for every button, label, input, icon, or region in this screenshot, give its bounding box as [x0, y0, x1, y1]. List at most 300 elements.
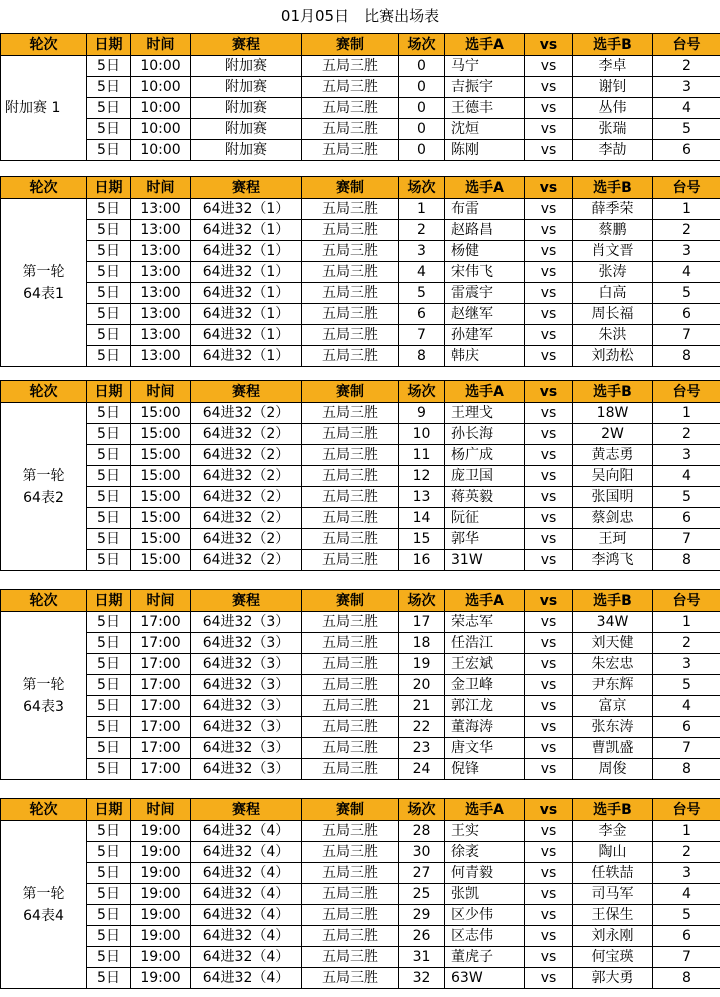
header-player-a: 选手A [445, 34, 525, 56]
cell-date: 5日 [87, 863, 131, 884]
round-label-line: 第一轮 [22, 676, 65, 693]
cell-player-b: 2W [573, 424, 653, 445]
cell-match: 31 [399, 947, 445, 968]
cell-table-no: 1 [653, 199, 720, 220]
cell-date: 5日 [87, 98, 131, 119]
cell-player-a: 赵路昌 [445, 220, 525, 241]
cell-match: 25 [399, 884, 445, 905]
cell-player-a: 郭江龙 [445, 696, 525, 717]
cell-match: 10 [399, 424, 445, 445]
cell-table-no: 2 [653, 842, 720, 863]
header-stage: 赛程 [191, 799, 302, 821]
cell-player-a: 徐袤 [445, 842, 525, 863]
cell-match: 29 [399, 905, 445, 926]
cell-vs: vs [525, 262, 573, 283]
table-row [1, 77, 720, 98]
table-row [1, 884, 720, 905]
cell-format: 五局三胜 [302, 738, 399, 759]
cell-player-b: 朱宏忠 [573, 654, 653, 675]
cell-player-a: 韩庆 [445, 346, 525, 367]
cell-stage: 64进32（4） [191, 884, 302, 905]
header-date: 日期 [87, 799, 131, 821]
cell-table-no: 6 [653, 140, 720, 161]
cell-stage: 64进32（3） [191, 633, 302, 654]
schedule-block [0, 798, 720, 989]
table-row [1, 220, 720, 241]
table-row [1, 140, 720, 161]
cell-match: 30 [399, 842, 445, 863]
cell-stage: 64进32（3） [191, 759, 302, 780]
header-time: 时间 [131, 590, 191, 612]
header-match: 场次 [399, 34, 445, 56]
table-row [1, 445, 720, 466]
cell-table-no: 3 [653, 445, 720, 466]
cell-table-no: 4 [653, 696, 720, 717]
round-label [1, 56, 87, 161]
cell-table-no: 8 [653, 346, 720, 367]
cell-date: 5日 [87, 947, 131, 968]
cell-match: 2 [399, 220, 445, 241]
cell-vs: vs [525, 550, 573, 571]
cell-time: 17:00 [131, 759, 191, 780]
header-table-no: 台号 [653, 34, 720, 56]
cell-match: 16 [399, 550, 445, 571]
table-row [1, 717, 720, 738]
schedule-block [0, 380, 720, 571]
cell-stage: 64进32（2） [191, 445, 302, 466]
cell-vs: vs [525, 508, 573, 529]
cell-format: 五局三胜 [302, 487, 399, 508]
cell-time: 13:00 [131, 325, 191, 346]
cell-table-no: 6 [653, 304, 720, 325]
cell-date: 5日 [87, 199, 131, 220]
cell-stage: 64进32（2） [191, 424, 302, 445]
round-label [1, 403, 87, 571]
cell-table-no: 7 [653, 947, 720, 968]
header-row [1, 34, 720, 56]
cell-table-no: 8 [653, 759, 720, 780]
header-player-a: 选手A [445, 381, 525, 403]
cell-date: 5日 [87, 696, 131, 717]
header-format: 赛制 [302, 381, 399, 403]
cell-stage: 64进32（4） [191, 926, 302, 947]
cell-table-no: 1 [653, 821, 720, 842]
header-table-no: 台号 [653, 590, 720, 612]
cell-date: 5日 [87, 241, 131, 262]
cell-match: 0 [399, 98, 445, 119]
table-row [1, 325, 720, 346]
cell-vs: vs [525, 654, 573, 675]
cell-player-b: 蔡剑忠 [573, 508, 653, 529]
cell-player-a: 唐文华 [445, 738, 525, 759]
cell-match: 20 [399, 675, 445, 696]
cell-table-no: 4 [653, 98, 720, 119]
cell-format: 五局三胜 [302, 241, 399, 262]
cell-player-a: 马宁 [445, 56, 525, 77]
cell-vs: vs [525, 696, 573, 717]
cell-format: 五局三胜 [302, 759, 399, 780]
cell-player-a: 杨广成 [445, 445, 525, 466]
table-row [1, 821, 720, 842]
cell-vs: vs [525, 842, 573, 863]
cell-player-b: 刘天健 [573, 633, 653, 654]
header-player-b: 选手B [573, 177, 653, 199]
cell-format: 五局三胜 [302, 947, 399, 968]
header-row [1, 381, 720, 403]
cell-table-no: 6 [653, 717, 720, 738]
cell-vs: vs [525, 140, 573, 161]
cell-player-a: 王德丰 [445, 98, 525, 119]
header-stage: 赛程 [191, 590, 302, 612]
cell-vs: vs [525, 487, 573, 508]
cell-time: 17:00 [131, 696, 191, 717]
cell-vs: vs [525, 424, 573, 445]
cell-date: 5日 [87, 77, 131, 98]
cell-match: 0 [399, 119, 445, 140]
cell-time: 13:00 [131, 199, 191, 220]
cell-vs: vs [525, 403, 573, 424]
cell-vs: vs [525, 56, 573, 77]
cell-player-a: 孙建军 [445, 325, 525, 346]
cell-format: 五局三胜 [302, 926, 399, 947]
schedule-block [0, 589, 720, 780]
cell-player-a: 31W [445, 550, 525, 571]
header-round: 轮次 [1, 381, 87, 403]
cell-table-no: 7 [653, 325, 720, 346]
cell-player-b: 富京 [573, 696, 653, 717]
cell-player-b: 张瑞 [573, 119, 653, 140]
cell-player-a: 倪锋 [445, 759, 525, 780]
cell-stage: 64进32（1） [191, 262, 302, 283]
cell-stage: 64进32（4） [191, 842, 302, 863]
header-vs: vs [525, 177, 573, 199]
cell-table-no: 2 [653, 424, 720, 445]
cell-table-no: 3 [653, 77, 720, 98]
cell-stage: 附加赛 [191, 98, 302, 119]
header-match: 场次 [399, 177, 445, 199]
cell-match: 24 [399, 759, 445, 780]
table-row [1, 654, 720, 675]
table-row [1, 262, 720, 283]
cell-match: 7 [399, 325, 445, 346]
header-date: 日期 [87, 381, 131, 403]
header-stage: 赛程 [191, 177, 302, 199]
cell-table-no: 7 [653, 529, 720, 550]
table-row [1, 612, 720, 633]
cell-stage: 64进32（2） [191, 550, 302, 571]
table-row [1, 905, 720, 926]
cell-player-b: 李鸿飞 [573, 550, 653, 571]
cell-date: 5日 [87, 220, 131, 241]
cell-match: 23 [399, 738, 445, 759]
cell-player-b: 尹东辉 [573, 675, 653, 696]
round-label-line: 附加赛 1 [5, 100, 61, 116]
cell-vs: vs [525, 675, 573, 696]
cell-player-b: 18W [573, 403, 653, 424]
cell-time: 17:00 [131, 738, 191, 759]
cell-date: 5日 [87, 325, 131, 346]
cell-player-a: 雷震宇 [445, 283, 525, 304]
cell-format: 五局三胜 [302, 403, 399, 424]
cell-player-b: 肖文晋 [573, 241, 653, 262]
header-format: 赛制 [302, 177, 399, 199]
cell-player-b: 34W [573, 612, 653, 633]
cell-vs: vs [525, 905, 573, 926]
cell-stage: 64进32（2） [191, 466, 302, 487]
cell-player-b: 刘劲松 [573, 346, 653, 367]
cell-date: 5日 [87, 612, 131, 633]
cell-time: 10:00 [131, 56, 191, 77]
cell-date: 5日 [87, 821, 131, 842]
cell-vs: vs [525, 119, 573, 140]
cell-stage: 64进32（4） [191, 947, 302, 968]
header-row [1, 177, 720, 199]
cell-player-b: 张涛 [573, 262, 653, 283]
header-player-b: 选手B [573, 799, 653, 821]
cell-stage: 64进32（3） [191, 675, 302, 696]
header-time: 时间 [131, 177, 191, 199]
cell-player-b: 郭大勇 [573, 968, 653, 989]
cell-vs: vs [525, 717, 573, 738]
header-format: 赛制 [302, 799, 399, 821]
cell-time: 15:00 [131, 424, 191, 445]
cell-match: 9 [399, 403, 445, 424]
cell-format: 五局三胜 [302, 466, 399, 487]
cell-date: 5日 [87, 119, 131, 140]
cell-match: 1 [399, 199, 445, 220]
header-player-b: 选手B [573, 34, 653, 56]
cell-time: 10:00 [131, 140, 191, 161]
cell-time: 15:00 [131, 487, 191, 508]
cell-table-no: 8 [653, 968, 720, 989]
cell-player-b: 任轶喆 [573, 863, 653, 884]
cell-time: 19:00 [131, 863, 191, 884]
round-label [1, 821, 87, 989]
cell-format: 五局三胜 [302, 346, 399, 367]
cell-match: 12 [399, 466, 445, 487]
cell-time: 15:00 [131, 550, 191, 571]
cell-player-a: 王理戈 [445, 403, 525, 424]
table-row [1, 508, 720, 529]
cell-date: 5日 [87, 283, 131, 304]
cell-player-a: 王实 [445, 821, 525, 842]
header-time: 时间 [131, 381, 191, 403]
cell-stage: 64进32（1） [191, 199, 302, 220]
cell-table-no: 3 [653, 241, 720, 262]
cell-table-no: 4 [653, 262, 720, 283]
cell-player-b: 何宝瑛 [573, 947, 653, 968]
cell-player-a: 荣志军 [445, 612, 525, 633]
cell-stage: 64进32（4） [191, 863, 302, 884]
cell-player-b: 王保生 [573, 905, 653, 926]
cell-stage: 64进32（3） [191, 696, 302, 717]
table-row [1, 119, 720, 140]
table-row [1, 738, 720, 759]
cell-player-b: 李卓 [573, 56, 653, 77]
cell-player-b: 周长福 [573, 304, 653, 325]
header-table-no: 台号 [653, 177, 720, 199]
cell-format: 五局三胜 [302, 905, 399, 926]
cell-vs: vs [525, 98, 573, 119]
cell-table-no: 5 [653, 487, 720, 508]
cell-format: 五局三胜 [302, 220, 399, 241]
table-row [1, 947, 720, 968]
table-row [1, 759, 720, 780]
cell-date: 5日 [87, 738, 131, 759]
cell-player-a: 赵继军 [445, 304, 525, 325]
cell-player-a: 金卫峰 [445, 675, 525, 696]
cell-player-a: 张凯 [445, 884, 525, 905]
cell-table-no: 1 [653, 612, 720, 633]
cell-stage: 附加赛 [191, 119, 302, 140]
cell-vs: vs [525, 863, 573, 884]
round-label-line: 64表2 [23, 489, 64, 506]
cell-date: 5日 [87, 842, 131, 863]
cell-format: 五局三胜 [302, 633, 399, 654]
cell-vs: vs [525, 241, 573, 262]
cell-player-a: 任浩江 [445, 633, 525, 654]
cell-date: 5日 [87, 884, 131, 905]
cell-table-no: 3 [653, 654, 720, 675]
cell-format: 五局三胜 [302, 968, 399, 989]
header-format: 赛制 [302, 590, 399, 612]
table-row [1, 968, 720, 989]
cell-stage: 64进32（2） [191, 508, 302, 529]
cell-vs: vs [525, 947, 573, 968]
cell-format: 五局三胜 [302, 56, 399, 77]
cell-stage: 64进32（3） [191, 654, 302, 675]
cell-time: 10:00 [131, 77, 191, 98]
header-round: 轮次 [1, 590, 87, 612]
cell-table-no: 5 [653, 119, 720, 140]
cell-table-no: 7 [653, 738, 720, 759]
cell-date: 5日 [87, 905, 131, 926]
cell-time: 15:00 [131, 529, 191, 550]
cell-player-a: 区少伟 [445, 905, 525, 926]
cell-match: 3 [399, 241, 445, 262]
cell-player-a: 郭华 [445, 529, 525, 550]
cell-format: 五局三胜 [302, 863, 399, 884]
cell-date: 5日 [87, 675, 131, 696]
cell-time: 17:00 [131, 675, 191, 696]
cell-player-a: 区志伟 [445, 926, 525, 947]
cell-player-b: 王珂 [573, 529, 653, 550]
cell-stage: 64进32（2） [191, 403, 302, 424]
cell-format: 五局三胜 [302, 424, 399, 445]
table-row [1, 403, 720, 424]
cell-stage: 64进32（1） [191, 220, 302, 241]
cell-date: 5日 [87, 304, 131, 325]
cell-table-no: 2 [653, 56, 720, 77]
cell-player-b: 李劼 [573, 140, 653, 161]
cell-date: 5日 [87, 759, 131, 780]
cell-vs: vs [525, 612, 573, 633]
header-vs: vs [525, 590, 573, 612]
cell-vs: vs [525, 466, 573, 487]
cell-vs: vs [525, 283, 573, 304]
round-label-line: 第一轮 [22, 263, 65, 280]
cell-stage: 64进32（2） [191, 529, 302, 550]
cell-stage: 64进32（2） [191, 487, 302, 508]
cell-stage: 64进32（3） [191, 612, 302, 633]
cell-stage: 附加赛 [191, 77, 302, 98]
table-row [1, 675, 720, 696]
cell-match: 0 [399, 56, 445, 77]
cell-vs: vs [525, 529, 573, 550]
cell-stage: 附加赛 [191, 140, 302, 161]
cell-time: 10:00 [131, 98, 191, 119]
cell-stage: 64进32（1） [191, 304, 302, 325]
cell-player-b: 刘永刚 [573, 926, 653, 947]
cell-date: 5日 [87, 487, 131, 508]
cell-date: 5日 [87, 424, 131, 445]
cell-player-b: 周俊 [573, 759, 653, 780]
round-label-line: 64表3 [23, 698, 64, 715]
cell-vs: vs [525, 77, 573, 98]
cell-stage: 64进32（1） [191, 241, 302, 262]
cell-table-no: 2 [653, 633, 720, 654]
cell-date: 5日 [87, 140, 131, 161]
cell-date: 5日 [87, 968, 131, 989]
cell-table-no: 6 [653, 926, 720, 947]
cell-player-a: 何青毅 [445, 863, 525, 884]
cell-time: 13:00 [131, 283, 191, 304]
cell-time: 17:00 [131, 612, 191, 633]
cell-format: 五局三胜 [302, 140, 399, 161]
cell-time: 19:00 [131, 884, 191, 905]
cell-player-b: 蔡鹏 [573, 220, 653, 241]
cell-match: 11 [399, 445, 445, 466]
cell-table-no: 5 [653, 283, 720, 304]
cell-player-b: 白高 [573, 283, 653, 304]
cell-format: 五局三胜 [302, 821, 399, 842]
cell-player-a: 庞卫国 [445, 466, 525, 487]
cell-player-b: 薛季荣 [573, 199, 653, 220]
table-row [1, 550, 720, 571]
header-round: 轮次 [1, 799, 87, 821]
header-match: 场次 [399, 590, 445, 612]
cell-date: 5日 [87, 529, 131, 550]
cell-vs: vs [525, 759, 573, 780]
header-match: 场次 [399, 381, 445, 403]
table-row [1, 424, 720, 445]
cell-format: 五局三胜 [302, 550, 399, 571]
cell-match: 27 [399, 863, 445, 884]
cell-time: 13:00 [131, 262, 191, 283]
cell-player-b: 张东涛 [573, 717, 653, 738]
cell-format: 五局三胜 [302, 508, 399, 529]
cell-player-b: 黄志勇 [573, 445, 653, 466]
header-player-a: 选手A [445, 177, 525, 199]
cell-vs: vs [525, 738, 573, 759]
cell-date: 5日 [87, 262, 131, 283]
cell-table-no: 2 [653, 220, 720, 241]
cell-format: 五局三胜 [302, 77, 399, 98]
cell-format: 五局三胜 [302, 717, 399, 738]
cell-date: 5日 [87, 346, 131, 367]
round-label-line: 64表4 [23, 907, 64, 924]
round-label-line: 第一轮 [22, 467, 65, 484]
cell-vs: vs [525, 199, 573, 220]
cell-date: 5日 [87, 550, 131, 571]
cell-time: 17:00 [131, 654, 191, 675]
cell-format: 五局三胜 [302, 612, 399, 633]
cell-player-b: 吴向阳 [573, 466, 653, 487]
cell-player-a: 阮征 [445, 508, 525, 529]
cell-time: 17:00 [131, 633, 191, 654]
cell-player-b: 曹凯盛 [573, 738, 653, 759]
cell-player-a: 董海涛 [445, 717, 525, 738]
